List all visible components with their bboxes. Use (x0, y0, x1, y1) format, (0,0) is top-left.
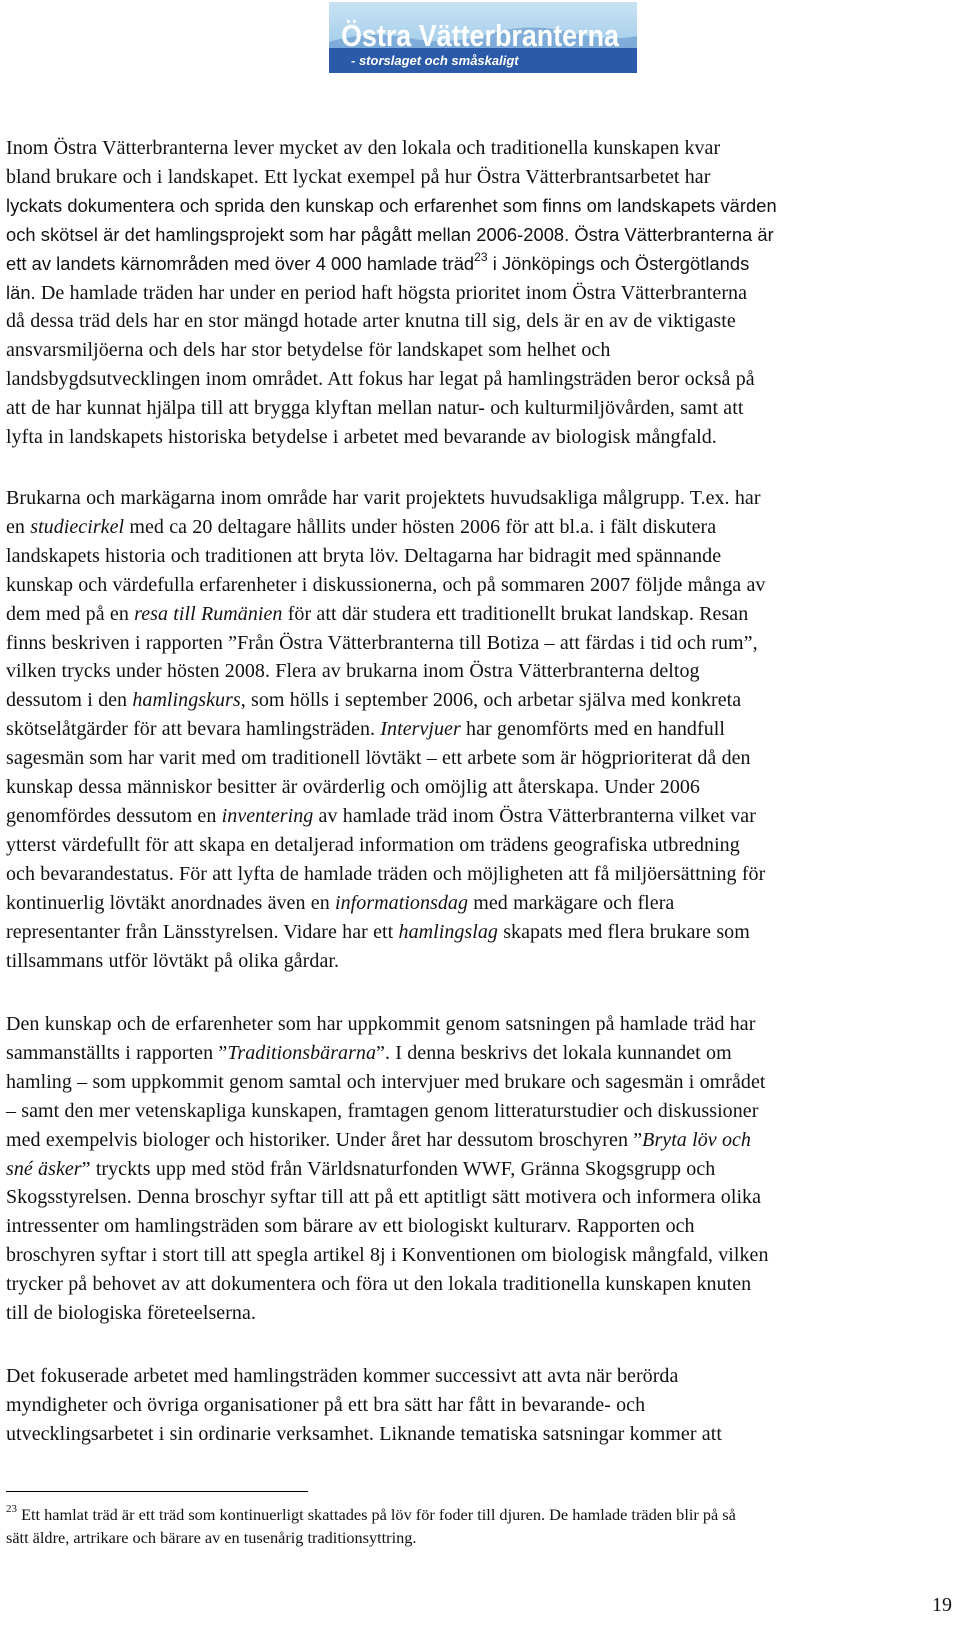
text-segment: dessutom i den (6, 689, 133, 712)
paragraph-2 (6, 484, 954, 975)
text-line: Den kunskap och de erfarenheter som har uppkommit genom satsningen på hamlade träd har (6, 1013, 756, 1035)
footnote-separator (6, 1491, 308, 1492)
text-line (6, 802, 954, 831)
footnote-23 (6, 1503, 954, 1549)
text-segment: har genomförts med en handfull (460, 718, 725, 741)
italic-term: hamlingslag (398, 920, 498, 943)
text-line: kunskap dessa människor besitter är ovärderlig och omöjlig att återskapa. Under 2006 (6, 776, 700, 799)
ostra-vatterbranterna-logo (329, 2, 637, 73)
text-line: vilken trycks under hösten 2008. Flera av brukarna inom Östra Vätterbranterna deltog (6, 660, 700, 683)
text-line: ytterst värdefullt för att skapa en detaljerad information om trädens geografiska utbredning (6, 833, 740, 856)
text-line: Det fokuserade arbetet med hamlingsträden kommer successivt att avta när berörda (6, 1365, 679, 1387)
text-line (6, 889, 954, 918)
italic-term: studiecirkel (30, 515, 125, 538)
text-segment: med exempelvis biologer och historiker. Under året har dessutom broschyren ” (6, 1128, 643, 1151)
text-line (6, 1126, 954, 1155)
text-line: landskapets historia och traditionen att bryta löv. Deltagarna har bidragit med spännande (6, 544, 722, 567)
text-segment: med markägare och flera (468, 891, 675, 914)
text-segment: , som hölls i september 2006, och arbetar själva med konkreta (240, 689, 742, 712)
text-line (6, 279, 954, 308)
italic-term: resa till Rumänien (134, 602, 283, 625)
text-segment: ”. I denna beskrivs det lokala kunnandet om (376, 1041, 732, 1064)
text-line: intressenter om hamlingsträden som bärare av ett biologiskt kulturarv. Rapporten och (6, 1215, 695, 1238)
text-segment: representanter från Länsstyrelsen. Vidare har ett (6, 920, 399, 943)
text-segment: av hamlade träd inom Östra Vätterbranterna vilket var (313, 804, 756, 827)
page-number: 19 (932, 1594, 952, 1616)
italic-term: sné äsker (6, 1157, 82, 1180)
text-line: och bevarandestatus. För att lyfta de hamlade träden och möjligheten att få miljöersättning för (6, 862, 766, 885)
text-line: utvecklingsarbetet i sin ordinarie verksamhet. Liknande tematiska satsningar kommer att (6, 1422, 722, 1445)
italic-term: Bryta löv och (642, 1128, 751, 1151)
text-line: då dessa träd dels har en stor mängd hotade arter knutna till sig, dels är en av de viktigaste (6, 310, 736, 333)
text-line: trycker på behovet av att dokumentera och föra ut den lokala traditionella kunskapen knuten (6, 1273, 752, 1296)
text-line (6, 918, 954, 947)
text-line (6, 600, 954, 629)
text-segment: ” tryckts upp med stöd från Världsnaturfonden WWF, Gränna Skogsgrupp och (81, 1157, 716, 1180)
text-segment: i Jönköpings och Östergötlands (487, 252, 750, 274)
paragraph-1 (6, 134, 954, 452)
text-line: kunskap och värdefulla erfarenheter i diskussionerna, och på sommaren 2007 följde många av (6, 573, 766, 596)
text-line: lyckats dokumentera och sprida den kunskap och erfarenhet som finns om landskapets värden (6, 194, 777, 216)
text-segment: en (6, 515, 31, 538)
text-segment: skapats med flera brukare som (497, 920, 750, 943)
text-line: Skogsstyrelsen. Denna broschyr syftar till att på ett aptitligt sätt motivera och informera olika (6, 1186, 762, 1209)
paragraph-3 (6, 1010, 954, 1328)
text-line (6, 715, 954, 744)
italic-term: Traditionsbärarna (227, 1041, 377, 1064)
text-line: myndigheter och övriga organisationer på ett bra sätt har fått in bevarande- och (6, 1393, 646, 1416)
text-line: lyfta in landskapets historiska betydelse i arbetet med bevarande av biologisk mångfald. (6, 426, 717, 449)
text-segment: län. (6, 281, 36, 303)
text-segment: skötselåtgärder för att bevara hamlingsträden. (6, 718, 381, 741)
text-segment: för att där studera ett traditionellt brukat landskap. Resan (282, 602, 749, 625)
footnote-text: Ett hamlat träd är ett träd som kontinuerligt skattades på löv för foder till djuren. De hamlade träden blir på så (17, 1505, 736, 1524)
text-segment: med ca 20 deltagare hållits under hösten 2006 för att bl.a. i fält diskutera (124, 515, 717, 538)
footnote-reference-23[interactable]: 23 (474, 249, 488, 264)
text-line: finns beskriven i rapporten ”Från Östra Vätterbranterna till Botiza – att färdas i tid och rum”, (6, 631, 758, 654)
logo-tagline: - storslaget och småskaligt (351, 53, 519, 68)
text-segment: kontinuerlig lövtäkt anordnades även en (6, 891, 336, 914)
paragraph-4 (6, 1362, 954, 1449)
text-segment: genomfördes dessutom en (6, 804, 222, 827)
text-line: bland brukare och i landskapet. Ett lyckat exempel på hur Östra Vätterbrantsarbetet har (6, 165, 711, 188)
text-line (6, 686, 954, 715)
footnote-marker: 23 (6, 1502, 17, 1515)
text-line: broschyren syftar i stort till att spegla artikel 8j i Konventionen om biologisk mångfald, vilken (6, 1244, 769, 1267)
footnote-line (6, 1503, 954, 1526)
italic-term: inventering (221, 804, 314, 827)
text-segment: sammanställts i rapporten ” (6, 1041, 228, 1064)
text-line: tillsammans utför lövtäkt på olika gårdar. (6, 949, 340, 972)
italic-term: informationsdag (335, 891, 469, 914)
footnote-line: sätt äldre, artrikare och bärare av en tusenårig traditionsyttring. (6, 1528, 417, 1547)
text-line: – samt den mer vetenskapliga kunskapen, framtagen genom litteraturstudier och diskussioner (6, 1099, 759, 1122)
text-line: Brukarna och markägarna inom område har varit projektets huvudsakliga målgrupp. T.ex. har (6, 487, 761, 509)
text-segment: dem med på en (6, 602, 135, 625)
text-line: och skötsel är det hamlingsprojekt som har pågått mellan 2006-2008. Östra Vätterbranterna är (6, 223, 774, 245)
text-line: sagesmän som har varit med om traditionell lövtäkt – ett arbete som är högprioriterat då den (6, 747, 751, 770)
text-line: att de har kunnat hjälpa till att brygga klyftan mellan natur- och kulturmiljövården, samt att (6, 397, 744, 420)
text-segment: De hamlade träden har under en period haft högsta prioritet inom Östra Vätterbranterna (35, 281, 748, 304)
italic-term: hamlingskurs (132, 689, 241, 712)
text-line: Inom Östra Vätterbranterna lever mycket av den lokala och traditionella kunskapen kvar (6, 137, 721, 159)
text-line (6, 250, 954, 279)
text-line: hamling – som uppkommit genom samtal och intervjuer med brukare och sagesmän i området (6, 1070, 766, 1093)
text-segment: ett av landets kärnområden med över 4 000 hamlade träd (6, 252, 475, 274)
logo-title: Östra Vätterbranterna (341, 18, 620, 53)
text-line (6, 513, 954, 542)
text-line: landsbygdsutvecklingen inom området. Att fokus har legat på hamlingsträden beror också på (6, 368, 755, 391)
italic-term: Intervjuer (380, 718, 461, 741)
text-line (6, 1039, 954, 1068)
text-line (6, 1155, 954, 1184)
text-line: till de biologiska företeelserna. (6, 1302, 256, 1325)
text-line: ansvarsmiljöerna och dels har stor betydelse för landskapet som helhet och (6, 339, 611, 362)
